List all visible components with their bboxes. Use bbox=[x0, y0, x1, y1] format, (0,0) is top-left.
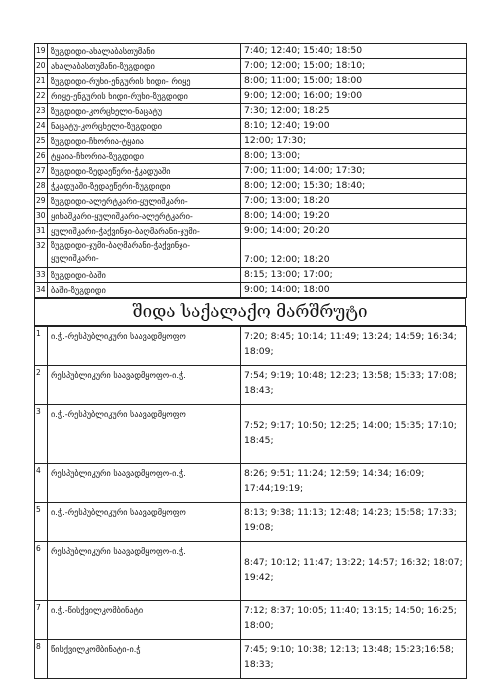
route-number: 26 bbox=[35, 149, 48, 164]
departure-times: 7:40; 12:40; 15:40; 18:50 bbox=[241, 44, 467, 59]
route-name: ზუგდიდი-ახალაბასთუმანი bbox=[48, 44, 241, 59]
route-number: 24 bbox=[35, 119, 48, 134]
timetable-page bbox=[34, 43, 466, 679]
table-row bbox=[35, 366, 467, 405]
route-number: 27 bbox=[35, 164, 48, 179]
table-row bbox=[35, 542, 467, 601]
route-number: 25 bbox=[35, 134, 48, 149]
departure-times: 8:13; 9:38; 11:13; 12:48; 14:23; 15:58; 17:33; 19:08; bbox=[241, 503, 467, 542]
table-row bbox=[35, 268, 467, 283]
section-heading-table bbox=[34, 298, 466, 326]
table-row bbox=[35, 164, 467, 179]
route-name: რესპუბლიკური საავადმყოფო-ი.ჭ. bbox=[48, 366, 241, 405]
table-row bbox=[35, 149, 467, 164]
departure-times: 12:00; 17:30; bbox=[241, 134, 467, 149]
route-name: ი.ჭ.-წისქვილკომბინატი bbox=[48, 601, 241, 640]
route-number: 21 bbox=[35, 74, 48, 89]
departure-times: 7:45; 9:10; 10:38; 12:13; 13:48; 15:23;16:58; 18:33; bbox=[241, 640, 467, 679]
route-name: წისქვილკომბინატი-ი.ჭ bbox=[48, 640, 241, 679]
departure-times: 7:00; 12:00; 15:00; 18:10; bbox=[241, 59, 467, 74]
city-routes-table bbox=[34, 326, 467, 679]
route-number: 8 bbox=[35, 640, 48, 679]
departure-times: 8:47; 10:12; 11:47; 13:22; 14:57; 16:32; 18:07; 19:42; bbox=[241, 542, 467, 601]
table-row bbox=[35, 239, 467, 268]
route-name: რესპუბლიკური საავადმყოფო-ი.ჭ. bbox=[48, 542, 241, 601]
table-row bbox=[35, 224, 467, 239]
section-heading-row bbox=[35, 299, 466, 326]
departure-times: 8:10; 12:40; 19:00 bbox=[241, 119, 467, 134]
table-row bbox=[35, 601, 467, 640]
departure-times: 8:15; 13:00; 17:00; bbox=[241, 268, 467, 283]
departure-times: 9:00; 12:00; 16:00; 19:00 bbox=[241, 89, 467, 104]
table-row bbox=[35, 405, 467, 464]
route-name: ჭკადუაში-ზედაეწერი-ზუგდიდი bbox=[48, 179, 241, 194]
departure-times: 8:00; 11:00; 15:00; 18:00 bbox=[241, 74, 467, 89]
table-row bbox=[35, 179, 467, 194]
route-name: ზუგდიდი-ჯუმი-ბაღმარანი-ჭაქვინჯი-ყულიშკარი- bbox=[48, 239, 241, 268]
route-number: 29 bbox=[35, 194, 48, 209]
departure-times: 7:52; 9:17; 10:50; 12:25; 14:00; 15:35; 17:10; 18:45; bbox=[241, 405, 467, 464]
table-row bbox=[35, 640, 467, 679]
route-name: ზუგდიდი-რუხი-ენგურის ხიდი- რიყე bbox=[48, 74, 241, 89]
table-row bbox=[35, 44, 467, 59]
table-row bbox=[35, 134, 467, 149]
route-name: ი.ჭ.-რესპუბლიკური საავადმყოფო bbox=[48, 503, 241, 542]
table-row bbox=[35, 59, 467, 74]
departure-times: 7:54; 9:19; 10:48; 12:23; 13:58; 15:33; 17:08; 18:43; bbox=[241, 366, 467, 405]
departure-times: 9:00; 14:00; 18:00 bbox=[241, 283, 467, 298]
route-name: ყულიშკარი-ჭაქვინჯი-ბაღმარანი-ჯუმი- bbox=[48, 224, 241, 239]
intercity-routes-table bbox=[34, 43, 467, 298]
route-name: ყიხაშკარი-ყულიშკარი-ალერტკარი- bbox=[48, 209, 241, 224]
departure-times: 8:00; 13:00; bbox=[241, 149, 467, 164]
route-name: რესპუბლიკური საავადმყოფო-ი.ჭ. bbox=[48, 464, 241, 503]
table-row bbox=[35, 194, 467, 209]
route-name: ზუგდიდი-ალერტკარი-ყულიშკარი- bbox=[48, 194, 241, 209]
route-name: ბაში-ზუგდიდი bbox=[48, 283, 241, 298]
route-name: ზუგდიდი-ჩხორია-ტყაია bbox=[48, 134, 241, 149]
departure-times: 7:12; 8:37; 10:05; 11:40; 13:15; 14:50; 16:25; 18:00; bbox=[241, 601, 467, 640]
table-row bbox=[35, 74, 467, 89]
departure-times: 8:26; 9:51; 11:24; 12:59; 14:34; 16:09; 17:44;19:19; bbox=[241, 464, 467, 503]
route-number: 32 bbox=[35, 239, 48, 268]
route-number: 28 bbox=[35, 179, 48, 194]
route-name: ი.ჭ.-რესპუბლიკური საავადმყოფო bbox=[48, 405, 241, 464]
table-row bbox=[35, 209, 467, 224]
section-heading: შიდა საქალაქო მარშრუტი bbox=[35, 299, 466, 326]
table-row bbox=[35, 104, 467, 119]
route-number: 20 bbox=[35, 59, 48, 74]
route-number: 33 bbox=[35, 268, 48, 283]
table-row bbox=[35, 119, 467, 134]
table-row bbox=[35, 327, 467, 366]
route-name: ახალაბასთუმანი-ზუგდიდი bbox=[48, 59, 241, 74]
table-row bbox=[35, 89, 467, 104]
route-name: ზუგდიდი-ზედაეწერი-ჭკადუაში bbox=[48, 164, 241, 179]
departure-times: 7:00; 11:00; 14:00; 17:30; bbox=[241, 164, 467, 179]
departure-times: 7:00; 12:00; 18:20 bbox=[241, 239, 467, 268]
departure-times: 9:00; 14:00; 20:20 bbox=[241, 224, 467, 239]
route-number: 22 bbox=[35, 89, 48, 104]
route-number: 31 bbox=[35, 224, 48, 239]
route-name: ზუგდიდი-კორცხელი-ნაცატუ bbox=[48, 104, 241, 119]
table-row bbox=[35, 283, 467, 298]
route-number: 7 bbox=[35, 601, 48, 640]
route-number: 5 bbox=[35, 503, 48, 542]
route-name: ი.ჭ.-რესპუბლიკური საავადმყოფო bbox=[48, 327, 241, 366]
departure-times: 7:00; 13:00; 18:20 bbox=[241, 194, 467, 209]
route-name: ზუგდიდი-ბაში bbox=[48, 268, 241, 283]
route-name: ტყაია-ჩხორია-ზუგდიდი bbox=[48, 149, 241, 164]
route-number: 30 bbox=[35, 209, 48, 224]
departure-times: 8:00; 14:00; 19:20 bbox=[241, 209, 467, 224]
route-number: 23 bbox=[35, 104, 48, 119]
departure-times: 7:20; 8:45; 10:14; 11:49; 13:24; 14:59; 16:34; 18:09; bbox=[241, 327, 467, 366]
route-number: 2 bbox=[35, 366, 48, 405]
route-number: 6 bbox=[35, 542, 48, 601]
route-number: 3 bbox=[35, 405, 48, 464]
route-number: 19 bbox=[35, 44, 48, 59]
route-name: ნაცატუ-კორცხელი-ზუგდიდი bbox=[48, 119, 241, 134]
departure-times: 8:00; 12:00; 15:30; 18:40; bbox=[241, 179, 467, 194]
table-row bbox=[35, 503, 467, 542]
route-number: 4 bbox=[35, 464, 48, 503]
route-name: რიყე-ენგურის ხიდი-რუხი-ზუგდიდი bbox=[48, 89, 241, 104]
table-row bbox=[35, 464, 467, 503]
route-number: 34 bbox=[35, 283, 48, 298]
departure-times: 7:30; 12:00; 18:25 bbox=[241, 104, 467, 119]
route-number: 1 bbox=[35, 327, 48, 366]
